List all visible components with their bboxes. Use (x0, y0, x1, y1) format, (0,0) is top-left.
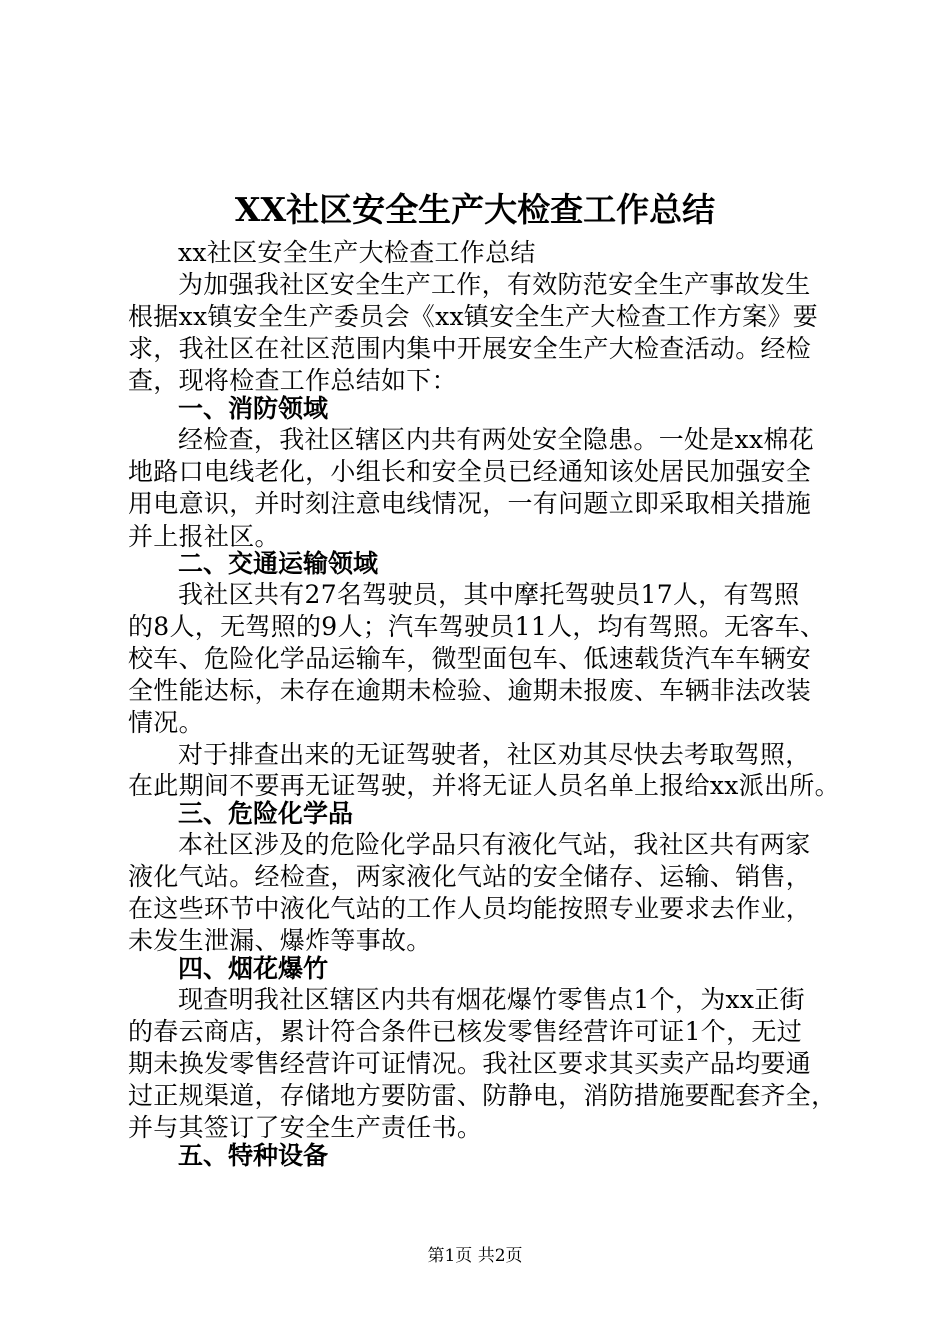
body-line: 为加强我社区安全生产工作，有效防范安全生产事故发生 (178, 270, 811, 299)
body-line: 对于排查出来的无证驾驶者，社区劝其尽快去考取驾照， (178, 740, 811, 769)
body-line: 地路口电线老化，小组长和安全员已经通知该处居民加强安全 (128, 457, 812, 486)
body-line: 本社区涉及的危险化学品只有液化气站，我社区共有两家 (178, 830, 811, 859)
body-line: 液化气站。经检查，两家液化气站的安全储存、运输、销售， (128, 862, 812, 891)
document-title: XX社区安全生产大检查工作总结 (234, 190, 716, 229)
body-line: 求，我社区在社区范围内集中开展安全生产大检查活动。经检 (128, 334, 812, 363)
body-line: 在这些环节中液化气站的工作人员均能按照专业要求去作业， (128, 894, 812, 923)
body-line: 校车、危险化学品运输车，微型面包车、低速载货汽车车辆安 (128, 644, 812, 673)
body-line: 的春云商店，累计符合条件已核发零售经营许可证1个，无过 (128, 1017, 803, 1046)
body-line: 情况。 (128, 708, 204, 737)
section-heading: 二、交通运输领域 (178, 549, 379, 578)
section-heading: 五、特种设备 (178, 1141, 329, 1170)
body-line: 并与其签订了安全生产责任书。 (128, 1113, 483, 1142)
body-line: 用电意识，并时刻注意电线情况，一有问题立即采取相关措施 (128, 489, 812, 518)
section-heading: 一、消防领域 (178, 394, 329, 423)
section-heading: 三、危险化学品 (178, 799, 354, 828)
body-line: 经检查，我社区辖区内共有两处安全隐患。一处是xx棉花 (178, 425, 815, 454)
body-line: 我社区共有27名驾驶员，其中摩托驾驶员17人，有驾照 (178, 580, 800, 609)
body-line: 期未换发零售经营许可证情况。我社区要求其买卖产品均要通 (128, 1049, 812, 1078)
body-line: 在此期间不要再无证驾驶，并将无证人员名单上报给xx派出所。 (128, 771, 840, 800)
body-line: 未发生泄漏、爆炸等事故。 (128, 926, 432, 955)
body-line: 的8人，无驾照的9人；汽车驾驶员11人，均有驾照。无客车、 (128, 612, 826, 641)
subtitle-line: xx社区安全生产大检查工作总结 (178, 238, 536, 267)
body-line: 全性能达标，未存在逾期未检验、逾期未报废、车辆非法改装 (128, 676, 812, 705)
body-line: 查，现将检查工作总结如下： (128, 366, 457, 395)
body-line: 过正规渠道，存储地方要防雷、防静电，消防措施要配套齐全， (128, 1081, 837, 1110)
body-line: 根据xx镇安全生产委员会《xx镇安全生产大检查工作方案》要 (128, 302, 819, 331)
page-number-footer: 第1页 共2页 (427, 1246, 523, 1266)
body-line: 并上报社区。 (128, 522, 280, 551)
body-line: 现查明我社区辖区内共有烟花爆竹零售点1个，为xx正街 (178, 985, 805, 1014)
section-heading: 四、烟花爆竹 (178, 954, 329, 983)
